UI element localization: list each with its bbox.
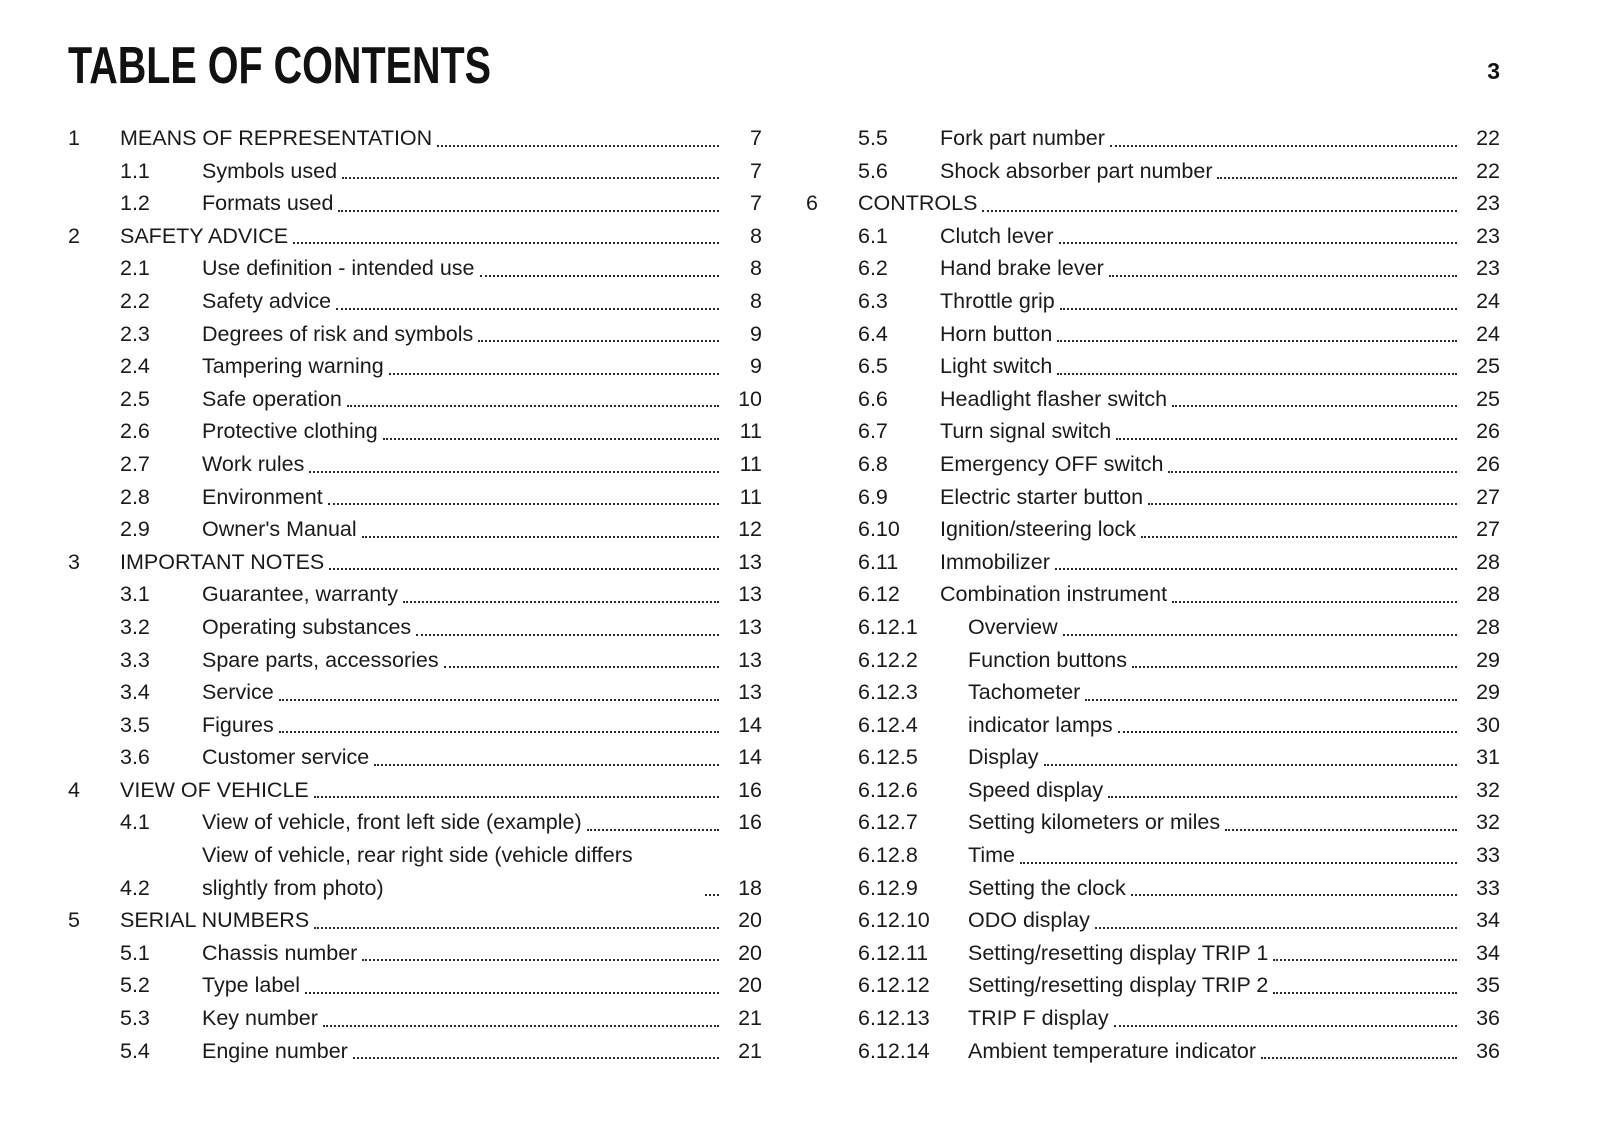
toc-entry <box>68 187 762 220</box>
toc-entry-page: 26 <box>1476 419 1500 444</box>
toc-entry-page: 25 <box>1476 354 1500 379</box>
dot-leader <box>1132 666 1457 668</box>
toc-entry-page: 21 <box>738 1006 762 1031</box>
dot-leader <box>1060 308 1457 310</box>
toc-entry <box>806 741 1500 774</box>
toc-entry-page: 32 <box>1476 777 1500 802</box>
toc-entry <box>68 155 762 188</box>
toc-entry <box>806 513 1500 546</box>
dot-leader <box>1114 1025 1457 1027</box>
dot-leader <box>309 471 719 473</box>
toc-entry-label: Key number <box>202 1006 318 1031</box>
toc-entry-number: 1.2 <box>120 191 150 216</box>
toc-entry-number: 4.1 <box>120 810 150 835</box>
toc-entry <box>806 155 1500 188</box>
toc-entry-label: Throttle grip <box>940 288 1055 313</box>
dot-leader <box>1172 405 1457 407</box>
dot-leader <box>1148 503 1457 505</box>
dot-leader <box>1116 438 1457 440</box>
dot-leader <box>1172 601 1457 603</box>
toc-entry <box>68 578 762 611</box>
toc-entry-label: Function buttons <box>968 647 1127 672</box>
toc-entry <box>68 937 762 970</box>
toc-entry-number: 5 <box>68 908 80 933</box>
toc-entry-page: 30 <box>1476 712 1500 737</box>
toc-entry-label: Engine number <box>202 1038 348 1063</box>
toc-entry <box>68 252 762 285</box>
toc-entry <box>806 806 1500 839</box>
toc-entry-number: 5.1 <box>120 940 150 965</box>
toc-entry <box>806 318 1500 351</box>
toc-entry-page: 20 <box>738 908 762 933</box>
toc-entry <box>806 904 1500 937</box>
toc-entry-page: 8 <box>750 288 762 313</box>
toc-entry-number: 6.12.12 <box>858 973 930 998</box>
toc-entry-number: 2.1 <box>120 256 150 281</box>
toc-entry-page: 13 <box>738 549 762 574</box>
toc-entry-label: Headlight flasher switch <box>940 386 1168 411</box>
toc-entry <box>68 350 762 383</box>
toc-entry-page: 33 <box>1476 843 1500 868</box>
toc-entry-label: Service <box>202 680 274 705</box>
toc-entry-number: 3.5 <box>120 712 150 737</box>
toc-entry <box>68 676 762 709</box>
dot-leader <box>444 666 719 668</box>
dot-leader <box>1044 764 1458 766</box>
toc-entry-label: MEANS OF REPRESENTATION <box>120 126 433 150</box>
toc-entry <box>806 969 1500 1002</box>
toc-entry-number: 6.12.10 <box>858 908 930 933</box>
toc-entry-number: 6.12.3 <box>858 680 918 705</box>
toc-entry-page: 28 <box>1476 582 1500 607</box>
toc-entry-number: 6 <box>806 191 818 216</box>
toc-entry-page: 7 <box>750 158 762 183</box>
dot-leader <box>279 731 719 733</box>
toc-entry-label: Overview <box>968 614 1058 639</box>
toc-entry-page: 22 <box>1476 126 1500 150</box>
toc-entry <box>806 187 1500 220</box>
dot-leader <box>1131 894 1457 896</box>
toc-entry <box>68 122 762 155</box>
toc-entry-page: 23 <box>1476 223 1500 248</box>
toc-entry-page: 9 <box>750 354 762 379</box>
toc-entry-label: TRIP F display <box>968 1006 1109 1031</box>
toc-entry <box>806 252 1500 285</box>
toc-entry <box>68 220 762 253</box>
toc-entry-number: 6.12.8 <box>858 843 918 868</box>
toc-entry-number: 3 <box>68 549 80 574</box>
toc-entry-page: 14 <box>738 712 762 737</box>
dot-leader <box>347 405 719 407</box>
toc-entry-page: 29 <box>1476 647 1500 672</box>
toc-entry-label: View of vehicle, front left side (example) <box>202 810 582 835</box>
toc-entry-label: CONTROLS <box>858 191 978 216</box>
toc-entry-label: Electric starter button <box>940 484 1144 509</box>
toc-entry-page: 8 <box>750 256 762 281</box>
toc-entry <box>806 122 1500 155</box>
toc-entry-label: Setting the clock <box>968 875 1126 900</box>
toc-entry-label: Figures <box>202 712 274 737</box>
toc-entry-page: 13 <box>738 582 762 607</box>
toc-entry <box>68 969 762 1002</box>
toc-entry-number: 6.12 <box>858 582 900 607</box>
toc-entry <box>68 546 762 579</box>
toc-entry-number: 6.7 <box>858 419 888 444</box>
toc-entry <box>806 481 1500 514</box>
dot-leader <box>1118 731 1457 733</box>
toc-entry <box>68 611 762 644</box>
toc-entry-label: Safety advice <box>202 288 332 313</box>
toc-entry-number: 4 <box>68 777 80 802</box>
dot-leader <box>1095 927 1457 929</box>
dot-leader <box>1141 536 1457 538</box>
dot-leader <box>336 308 719 310</box>
toc-entry-page: 28 <box>1476 614 1500 639</box>
toc-entry-number: 6.2 <box>858 256 888 281</box>
toc-entry-label: Speed display <box>968 777 1104 802</box>
toc-entry <box>806 774 1500 807</box>
toc-entry-page: 24 <box>1476 288 1500 313</box>
toc-entry-label: Tachometer <box>968 680 1081 705</box>
toc-entry-page: 35 <box>1476 973 1500 998</box>
toc-entry-label: Degrees of risk and symbols <box>202 321 474 346</box>
toc-entry <box>806 383 1500 416</box>
dot-leader <box>1055 568 1457 570</box>
toc-entry-page: 32 <box>1476 810 1500 835</box>
dot-leader <box>374 764 719 766</box>
toc-entry <box>68 318 762 351</box>
toc-entry-page: 36 <box>1476 1038 1500 1063</box>
toc-entry-label: Chassis number <box>202 940 358 965</box>
toc-entry-number: 6.12.13 <box>858 1006 930 1031</box>
toc-entry-page: 11 <box>739 484 762 509</box>
toc-entry-page: 16 <box>738 777 762 802</box>
toc-entry <box>68 285 762 318</box>
toc-entry-label: Emergency OFF switch <box>940 451 1164 476</box>
toc-entry-label: Work rules <box>202 451 305 476</box>
toc-entry <box>806 709 1500 742</box>
toc-entry-page: 34 <box>1476 940 1500 965</box>
toc-entry-page: 13 <box>738 647 762 672</box>
toc-entry-number: 2.9 <box>120 517 150 542</box>
toc-entry-number: 6.12.14 <box>858 1038 930 1063</box>
toc-entry <box>68 741 762 774</box>
toc-entry-number: 6.8 <box>858 451 888 476</box>
toc-entry-page: 7 <box>750 191 762 216</box>
dot-leader <box>1020 862 1457 864</box>
toc-entry-number: 1.1 <box>120 158 150 183</box>
toc-entry-number: 6.12.11 <box>858 940 929 965</box>
toc-entry-number: 6.12.7 <box>858 810 918 835</box>
toc-entry-page: 11 <box>739 451 762 476</box>
toc-entry-label: Combination instrument <box>940 582 1168 607</box>
dot-leader <box>437 145 719 147</box>
toc-entry-label: SERIAL NUMBERS <box>120 908 310 933</box>
toc-entry-page: 34 <box>1476 908 1500 933</box>
toc-entry-number: 6.3 <box>858 288 888 313</box>
toc-entry <box>806 546 1500 579</box>
toc-entry-number: 1 <box>68 126 80 150</box>
toc-entry-page: 20 <box>738 940 762 965</box>
toc-entry-page: 22 <box>1476 158 1500 183</box>
toc-entry <box>806 578 1500 611</box>
dot-leader <box>705 894 719 896</box>
toc-entry-page: 10 <box>738 386 762 411</box>
toc-entry-page: 11 <box>739 419 762 444</box>
toc-entry <box>806 872 1500 905</box>
toc-entry-label: Setting kilometers or miles <box>968 810 1221 835</box>
toc-entry <box>806 676 1500 709</box>
toc-entry-label: Safe operation <box>202 386 342 411</box>
dot-leader <box>1273 992 1457 994</box>
toc-entry-page: 21 <box>738 1038 762 1063</box>
toc-entry <box>806 415 1500 448</box>
dot-leader <box>314 796 719 798</box>
toc-entry-label: Turn signal switch <box>940 419 1112 444</box>
dot-leader <box>982 210 1457 212</box>
toc-entry-label: Setting/resetting display TRIP 1 <box>968 940 1269 965</box>
toc-entry-number: 2.8 <box>120 484 150 509</box>
page-title: TABLE OF CONTENTS <box>68 37 491 95</box>
toc-entry-label: Ambient temperature indicator <box>968 1038 1257 1063</box>
dot-leader <box>403 601 719 603</box>
toc-entry-page: 27 <box>1476 484 1500 509</box>
toc-entry-page: 25 <box>1476 386 1500 411</box>
toc-entry-number: 2.2 <box>120 288 150 313</box>
toc-entry-label: Formats used <box>202 191 334 216</box>
toc-entry-page: 36 <box>1476 1006 1500 1031</box>
dot-leader <box>362 536 719 538</box>
toc-entry-number: 3.3 <box>120 647 150 672</box>
toc-entry-label: View of vehicle, rear right side (vehicle differs slightly from photo) <box>202 843 633 900</box>
toc-entry-page: 31 <box>1476 745 1500 770</box>
dot-leader <box>1225 829 1457 831</box>
toc-entry-number: 6.11 <box>858 549 899 574</box>
toc-column-left <box>68 122 762 1067</box>
toc-entry-label: IMPORTANT NOTES <box>120 549 325 574</box>
toc-entry-label: Guarantee, warranty <box>202 582 398 607</box>
dot-leader <box>1261 1057 1457 1059</box>
toc-entry-page: 26 <box>1476 451 1500 476</box>
toc-entry-label: Setting/resetting display TRIP 2 <box>968 973 1269 998</box>
toc-entry-number: 5.2 <box>120 973 150 998</box>
dot-leader <box>1085 699 1457 701</box>
toc-entry-number: 2.6 <box>120 419 150 444</box>
toc-entry <box>806 644 1500 677</box>
toc-entry-number: 6.10 <box>858 517 900 542</box>
toc-entry <box>806 839 1500 872</box>
dot-leader <box>480 275 719 277</box>
toc-entry-number: 6.12.2 <box>858 647 918 672</box>
toc-entry-number: 6.9 <box>858 484 888 509</box>
dot-leader <box>416 634 719 636</box>
toc-entry <box>806 448 1500 481</box>
toc-entry-number: 4.2 <box>120 875 150 900</box>
toc-entry-number: 6.12.5 <box>858 745 918 770</box>
page-number: 3 <box>1487 58 1500 84</box>
dot-leader <box>1059 242 1457 244</box>
toc-entry-page: 16 <box>738 810 762 835</box>
toc-entry-number: 5.3 <box>120 1006 150 1031</box>
toc-entry <box>806 611 1500 644</box>
toc-entry <box>68 513 762 546</box>
toc-entry <box>68 774 762 807</box>
dot-leader <box>293 242 719 244</box>
dot-leader <box>1110 145 1457 147</box>
toc-entry-number: 2.7 <box>120 451 150 476</box>
dot-leader <box>323 1025 719 1027</box>
toc-entry <box>68 709 762 742</box>
toc-entry-label: Environment <box>202 484 323 509</box>
dot-leader <box>1273 959 1457 961</box>
toc-entry <box>68 383 762 416</box>
toc-entry <box>68 806 762 839</box>
toc-column-right <box>806 122 1500 1067</box>
dot-leader <box>338 210 719 212</box>
toc-entry-number: 2 <box>68 223 80 248</box>
toc-entry-label: Operating substances <box>202 614 412 639</box>
toc-entry-number: 6.12.6 <box>858 777 918 802</box>
toc-entry-label: Clutch lever <box>940 223 1054 248</box>
toc-entry-page: 33 <box>1476 875 1500 900</box>
toc-entry-label: ODO display <box>968 908 1090 933</box>
toc-entry-page: 28 <box>1476 549 1500 574</box>
toc-entry-number: 6.12.9 <box>858 875 918 900</box>
toc-entry <box>806 1002 1500 1035</box>
toc-columns <box>68 122 1500 1067</box>
toc-entry <box>68 448 762 481</box>
dot-leader <box>1217 177 1457 179</box>
dot-leader <box>1063 634 1457 636</box>
toc-entry-label: Immobilizer <box>940 549 1050 574</box>
toc-entry-page: 14 <box>738 745 762 770</box>
toc-entry <box>68 839 762 904</box>
toc-entry <box>68 904 762 937</box>
toc-entry-number: 3.2 <box>120 614 150 639</box>
toc-entry-number: 6.1 <box>858 223 888 248</box>
toc-entry-page: 9 <box>750 321 762 346</box>
toc-entry-number: 3.1 <box>120 582 150 607</box>
toc-entry-number: 6.6 <box>858 386 888 411</box>
toc-entry <box>806 350 1500 383</box>
dot-leader <box>1109 275 1457 277</box>
toc-entry-label: indicator lamps <box>968 712 1113 737</box>
dot-leader <box>279 699 719 701</box>
dot-leader <box>383 438 719 440</box>
dot-leader <box>1057 340 1457 342</box>
toc-entry-page: 23 <box>1476 191 1500 216</box>
toc-entry-number: 3.4 <box>120 680 150 705</box>
toc-entry <box>68 1035 762 1068</box>
toc-entry <box>68 1002 762 1035</box>
dot-leader <box>305 992 719 994</box>
page-header <box>68 36 1500 96</box>
dot-leader <box>1057 373 1457 375</box>
toc-entry-label: Use definition - intended use <box>202 256 475 281</box>
toc-entry-label: Hand brake lever <box>940 256 1104 281</box>
toc-entry-label: Spare parts, accessories <box>202 647 439 672</box>
toc-entry <box>806 220 1500 253</box>
toc-entry-number: 6.12.4 <box>858 712 918 737</box>
dot-leader <box>389 373 719 375</box>
dot-leader <box>353 1057 719 1059</box>
toc-entry-label: Customer service <box>202 745 370 770</box>
toc-entry-page: 29 <box>1476 680 1500 705</box>
toc-entry-page: 7 <box>750 126 762 150</box>
toc-entry-label: Fork part number <box>940 126 1105 150</box>
toc-entry-page: 12 <box>738 517 762 542</box>
toc-entry-label: Tampering warning <box>202 354 384 379</box>
toc-entry-number: 2.5 <box>120 386 150 411</box>
toc-entry <box>806 1035 1500 1068</box>
toc-entry-label: Type label <box>202 973 301 998</box>
toc-entry-label: Display <box>968 745 1039 770</box>
toc-entry <box>68 415 762 448</box>
toc-entry-label: SAFETY ADVICE <box>120 223 289 248</box>
toc-entry-number: 6.12.1 <box>858 614 918 639</box>
toc-entry-label: Protective clothing <box>202 419 378 444</box>
toc-entry <box>806 937 1500 970</box>
toc-entry-page: 13 <box>738 680 762 705</box>
dot-leader <box>478 340 719 342</box>
dot-leader <box>329 568 719 570</box>
toc-entry-page: 23 <box>1476 256 1500 281</box>
dot-leader <box>1168 471 1457 473</box>
dot-leader <box>1108 796 1457 798</box>
toc-entry-number: 6.4 <box>858 321 888 346</box>
dot-leader <box>314 927 719 929</box>
toc-entry-page: 27 <box>1476 517 1500 542</box>
toc-entry-page: 18 <box>738 875 762 900</box>
toc-entry-page: 24 <box>1476 321 1500 346</box>
toc-entry <box>68 644 762 677</box>
toc-entry-number: 2.4 <box>120 354 150 379</box>
toc-entry-label: Symbols used <box>202 158 338 183</box>
toc-entry-number: 3.6 <box>120 745 150 770</box>
toc-entry-label: Owner's Manual <box>202 517 357 542</box>
toc-entry-label: Light switch <box>940 354 1053 379</box>
toc-entry <box>68 481 762 514</box>
toc-entry-number: 5.4 <box>120 1038 150 1063</box>
toc-entry-number: 2.3 <box>120 321 150 346</box>
toc-entry-page: 8 <box>750 223 762 248</box>
toc-entry-label: Shock absorber part number <box>940 158 1213 183</box>
toc-entry <box>806 285 1500 318</box>
dot-leader <box>342 177 719 179</box>
toc-entry-number: 5.5 <box>858 126 888 150</box>
toc-entry-page: 20 <box>738 973 762 998</box>
toc-entry-number: 5.6 <box>858 158 888 183</box>
toc-entry-number: 6.5 <box>858 354 888 379</box>
dot-leader <box>587 829 719 831</box>
toc-entry-page: 13 <box>738 614 762 639</box>
dot-leader <box>362 959 719 961</box>
toc-entry-label: Time <box>968 843 1015 868</box>
toc-entry-label: Ignition/steering lock <box>940 517 1136 542</box>
toc-entry-label: Horn button <box>940 321 1053 346</box>
toc-entry-label: VIEW OF VEHICLE <box>120 777 309 802</box>
dot-leader <box>328 503 719 505</box>
